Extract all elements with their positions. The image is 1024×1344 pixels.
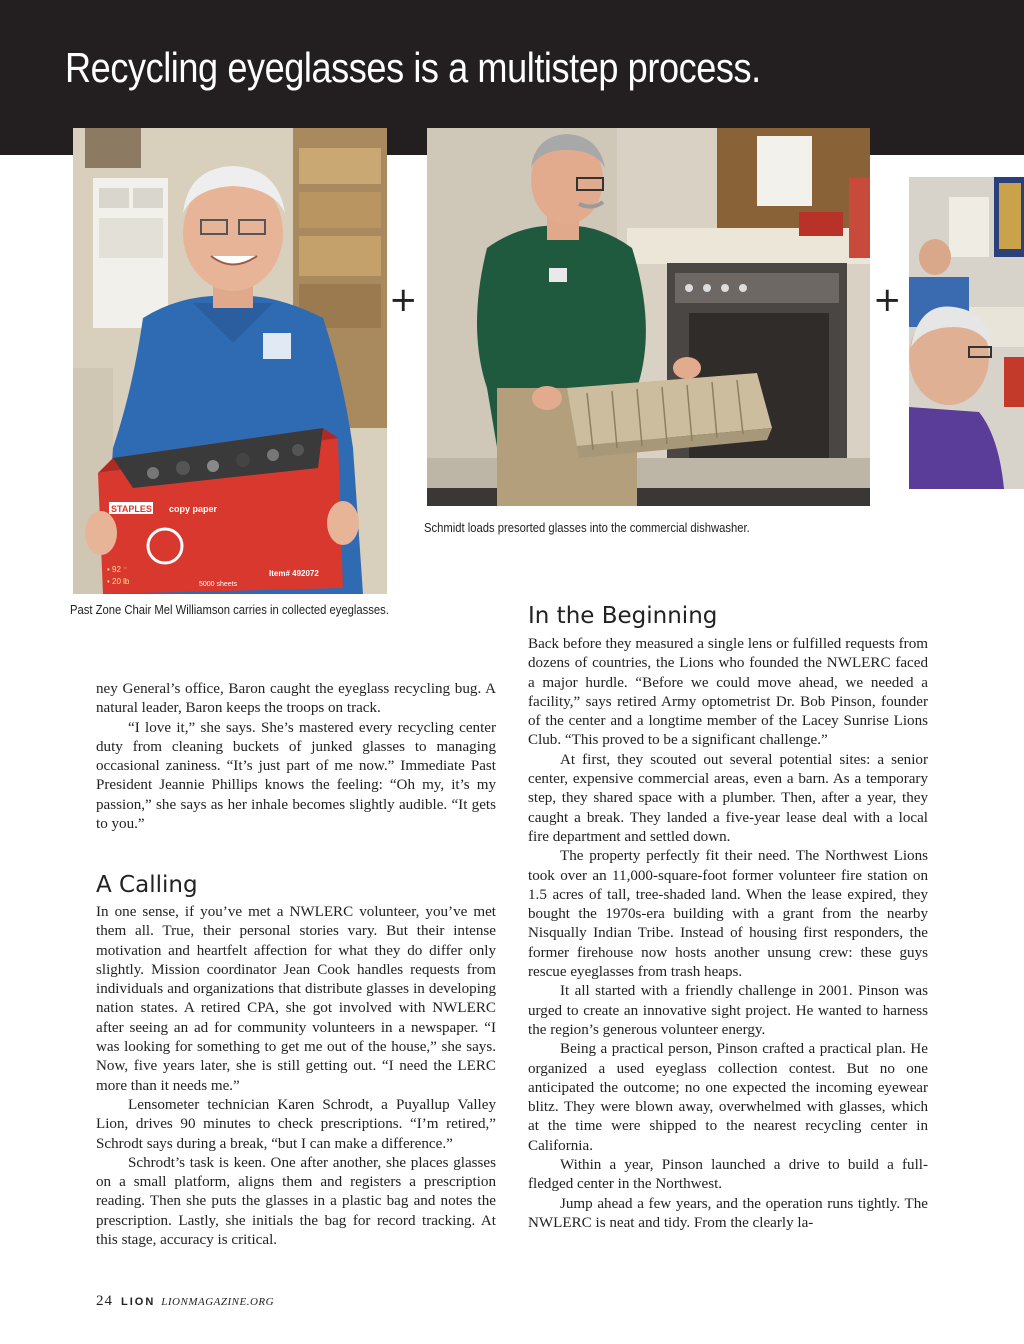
photo-volunteers-image [909, 177, 1024, 489]
magazine-name: LION [121, 1296, 156, 1308]
photo-volunteers-right [909, 177, 1024, 489]
photo-schmidt-image [427, 128, 870, 506]
paragraph: Being a practical person, Pinson crafted a practical plan. He organized a used eyeglass collection contest. But no one anticipated the outcome; no one expected the incoming eyewear blitz. They were blown away, overwhelmed with glasses, which at the time were shipped to the nearest recycling center in California. [528, 1041, 928, 1154]
page-footer [96, 1293, 274, 1310]
section-heading-calling: A Calling [96, 872, 198, 898]
photo-schmidt [427, 128, 870, 506]
box-weight-text: • 20 lb [107, 577, 130, 586]
magazine-website: LIONMAGAZINE.ORG [161, 1296, 275, 1308]
paragraph: At first, they scouted out several potential sites: a senior center, expensive commercial areas, even a barn. As a temporary step, they shared space with a plumber. Then, after a year, they caught a break. They landed a five-year lease deal with a local fire department and settled down. [528, 751, 928, 845]
box-bright-text: • 92 ⁻ [107, 565, 128, 574]
paragraph: Within a year, Pinson launched a drive to build a full-fledged center in the Northwest. [528, 1157, 928, 1193]
box-item-text: Item# 492072 [269, 569, 319, 578]
paragraph: ney General’s office, Baron caught the eyeglass recycling bug. A natural leader, Baron keeps the troops on track. [96, 681, 496, 717]
paragraph: Back before they measured a single lens or fulfilled requests from dozens of countries, the Lions who founded the NWLERC faced a major hurdle. “Before we could move ahead, we needed a facility,” says retired Army optometrist Dr. Bob Pinson, founder of the center and a longtime member of the Lacey Sunrise Lions Club. “This proved to be a significant challenge.” [528, 636, 928, 749]
paragraph: Schrodt’s task is keen. One after another, she places glasses on a small platform, aligns them and registers a prescription reading. Then she puts the glasses in a plastic bag and notes the prescription. Lastly, she initials the bag for record tracking. At this stage, accuracy is critical. [96, 1154, 496, 1249]
paragraph: In one sense, if you’ve met a NWLERC volunteer, you’ve met them all. True, their personal stories vary. But their intense motivation and heartfelt affection for what they do differ only slightly. Mission coordinator Jean Cook handles requests from individuals and organizations that distribute glasses in developing nation states. A retired CPA, she got involved with NWLERC after seeing an ad for community volunteers in a newspaper. “I was looking for something to get me out of the house,” she says. Now, five years later, she is still getting out. “I need the LERC more than it needs me.” [96, 904, 496, 1094]
left-column-intro [96, 680, 496, 834]
right-column-beginning [528, 635, 928, 1233]
paragraph: The property perfectly fit their need. The Northwest Lions took over an 11,000-square-foot former volunteer fire station on 1.5 acres of tall, tree-shaded land. When the lease expired, they bought the 1970s-era building with a grant from the nearby Nisqually Indian Tribe. Instead of housing first responders, the former firehouse now hosts another unsung crew: these guys rescue eyeglasses from trash heaps. [528, 848, 928, 981]
page-headline: Recycling eyeglasses is a multistep process. [65, 44, 761, 91]
left-column-calling [96, 903, 496, 1250]
plus-sign-2: + [873, 280, 902, 320]
caption-williamson: Past Zone Chair Mel Williamson carries in collected eyeglasses. [70, 603, 389, 617]
box-brand-text: STAPLES [111, 504, 152, 514]
page-number: 24 [96, 1293, 113, 1309]
paragraph: It all started with a friendly challenge in 2001. Pinson was urged to create an innovative sight project. He wanted to harness the region’s generous volunteer energy. [528, 983, 928, 1038]
caption-schmidt: Schmidt loads presorted glasses into the commercial dishwasher. [424, 521, 750, 535]
paragraph: “I love it,” she says. She’s mastered every recycling center duty from cleaning buckets of junked glasses to managing occasional zaniness. “It’s just part of me now.” Immediate Past President Jeannie Phillips knows the feeling: “Oh my, it’s my passion,” she says as her inhale becomes slightly audible. “It gets to you.” [96, 719, 496, 833]
box-label-text: copy paper [169, 504, 218, 514]
photo-williamson-image [73, 128, 387, 594]
section-heading-beginning: In the Beginning [528, 603, 718, 629]
photo-williamson [73, 128, 387, 594]
paragraph: Lensometer technician Karen Schrodt, a Puyallup Valley Lion, drives 90 minutes to check prescriptions. “I’m retired,” Schrodt says during a break, “but I can make a difference.” [96, 1096, 496, 1152]
paragraph: Jump ahead a few years, and the operation runs tightly. The NWLERC is neat and tidy. From the clearly la- [528, 1195, 928, 1231]
plus-sign-1: + [389, 280, 418, 320]
box-count-text: 5000 sheets [199, 581, 238, 588]
